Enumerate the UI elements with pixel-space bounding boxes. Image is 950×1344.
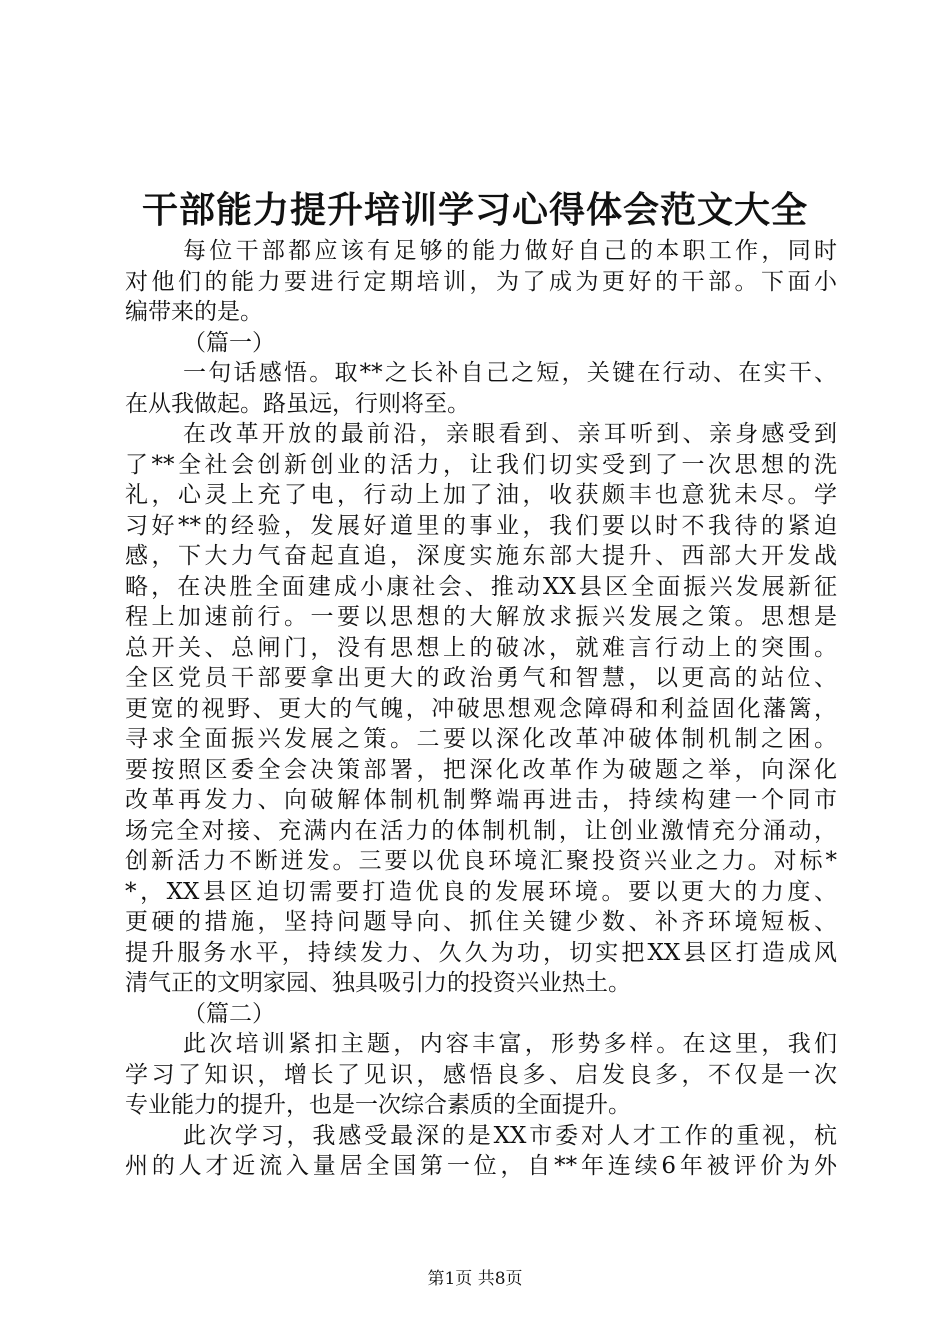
paragraph-line: 在改革开放的最前沿，亲眼看到、亲耳听到、亲身感受到	[183, 421, 837, 447]
paragraph-line: 场完全对接、充满内在活力的体制机制，让创业激情充分涌动，	[125, 817, 837, 844]
paragraph-line: 州的人才近流入量居全国第一位，自**年连续6年被评价为外	[125, 1153, 837, 1179]
paragraph-line: 学习了知识，增长了见识，感悟良多、启发良多，不仅是一次	[125, 1061, 837, 1088]
paragraph-line: 对他们的能力要进行定期培训，为了成为更好的干部。下面小	[125, 268, 837, 295]
section-heading: （篇一）	[183, 329, 275, 356]
paragraph-line: 提升服务水平，持续发力、久久为功，切实把XX县区打造成风	[125, 939, 837, 966]
paragraph-line: 习好**的经验，发展好道里的事业，我们要以时不我待的紧迫	[125, 512, 837, 539]
paragraph-line: 程上加速前行。一要以思想的大解放求振兴发展之策。思想是	[125, 604, 837, 630]
paragraph-line: 编带来的是。	[125, 299, 263, 325]
paragraph-line: 每位干部都应该有足够的能力做好自己的本职工作，同时	[183, 238, 837, 264]
document-title: 干部能力提升培训学习心得体会范文大全	[141, 189, 808, 231]
paragraph-line: 创新活力不断迸发。三要以优良环境汇聚投资兴业之力。对标*	[125, 848, 837, 874]
paragraph-line: 一句话感悟。取**之长补自己之短，关键在行动、在实干、	[183, 360, 837, 386]
paragraph-line: *，XX县区迫切需要打造优良的发展环境。要以更大的力度、	[125, 878, 837, 905]
paragraph-line: 寻求全面振兴发展之策。二要以深化改革冲破体制机制之困。	[125, 726, 837, 752]
paragraph-line: 更硬的措施，坚持问题导向、抓住关键少数、补齐环境短板、	[125, 909, 837, 935]
document-body	[125, 236, 837, 1182]
paragraph-line: 略，在决胜全面建成小康社会、推动XX县区全面振兴发展新征	[125, 573, 837, 600]
paragraph-line: 要按照区委全会决策部署，把深化改革作为破题之举，向深化	[125, 756, 837, 783]
section-heading: （篇二）	[183, 1000, 275, 1027]
paragraph-line: 专业能力的提升，也是一次综合素质的全面提升。	[125, 1092, 631, 1118]
paragraph-line: 礼，心灵上充了电，行动上加了油，收获颇丰也意犹未尽。学	[125, 482, 837, 508]
paragraph-line: 了**全社会创新创业的活力，让我们切实受到了一次思想的洗	[125, 451, 837, 478]
paragraph-line: 更宽的视野、更大的气魄，冲破思想观念障碍和利益固化藩篱，	[125, 695, 837, 722]
paragraph-line: 此次学习，我感受最深的是XX市委对人才工作的重视，杭	[183, 1122, 837, 1149]
paragraph-line: 全区党员干部要拿出更大的政治勇气和智慧，以更高的站位、	[125, 665, 837, 691]
paragraph-line: 在从我做起。路虽远，行则将至。	[125, 390, 470, 417]
paragraph-line: 感，下大力气奋起直追，深度实施东部大提升、西部大开发战	[125, 543, 837, 569]
page-number-footer: 第1页 共8页	[427, 1269, 523, 1289]
paragraph-line: 此次培训紧扣主题，内容丰富，形势多样。在这里，我们	[183, 1031, 837, 1057]
paragraph-line: 总开关、总闸门，没有思想上的破冰，就难言行动上的突围。	[125, 634, 837, 661]
paragraph-line: 改革再发力、向破解体制机制弊端再进击，持续构建一个同市	[125, 787, 837, 813]
paragraph-line: 清气正的文明家园、独具吸引力的投资兴业热土。	[125, 970, 631, 996]
